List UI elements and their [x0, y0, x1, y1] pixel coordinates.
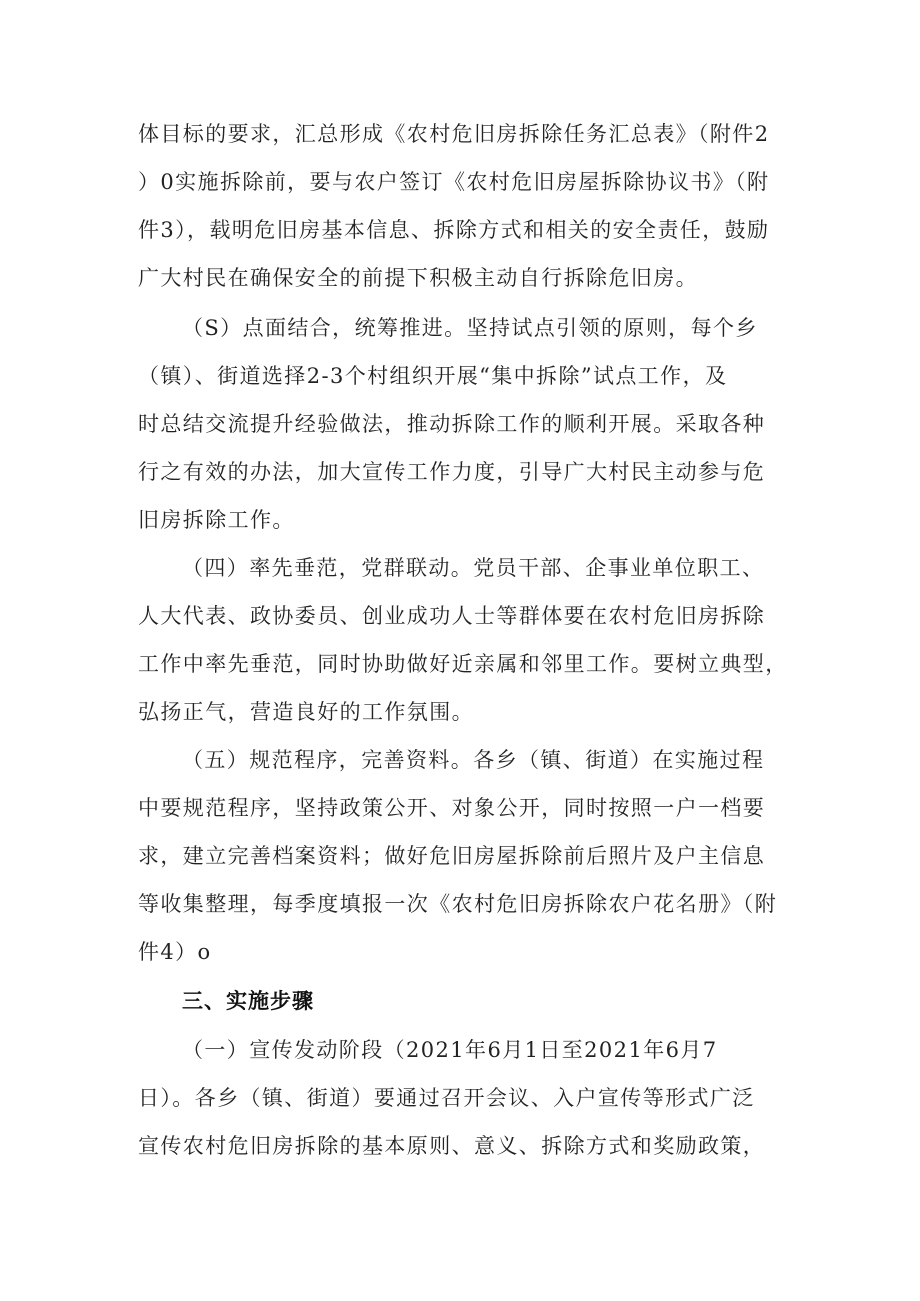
paragraph-3-line-4: 弘扬正气，营造良好的工作氛围。	[138, 700, 474, 724]
paragraph-4-line-4: 等收集整理，每季度填报一次《农村危旧房拆除农户花名册》（附	[138, 892, 778, 916]
paragraph-2-line-4: 行之有效的办法，加大宣传工作力度，引导广大村民主动参与危	[138, 460, 766, 484]
paragraph-2-line-5: 旧房拆除工作。	[138, 508, 295, 532]
paragraph-4-line-5: 件4）o	[138, 940, 212, 964]
paragraph-3-line-2: 人大代表、政协委员、创业成功人士等群体要在农村危旧房拆除	[138, 604, 766, 628]
paragraph-2-line-2: （镇）、街道选择2-3个村组织开展“集中拆除”试点工作，及	[138, 364, 728, 388]
paragraph-3-line-3: 工作中率先垂范，同时协助做好近亲属和邻里工作。要树立典型，	[138, 652, 788, 676]
paragraph-4-line-3: 求，建立完善档案资料；做好危旧房屋拆除前后照片及户主信息	[138, 844, 766, 868]
section-heading: 三、实施步骤	[182, 989, 314, 1013]
paragraph-2-line-1: （S）点面结合，统筹推进。坚持试点引领的原则，每个乡	[182, 316, 758, 340]
paragraph-2-line-3: 时总结交流提升经验做法，推动拆除工作的顺利开展。采取各种	[138, 412, 766, 436]
paragraph-1-line-2: ）0实施拆除前，要与农户签订《农村危旧房屋拆除协议书》（附	[138, 170, 770, 194]
section-paragraph-line-1: （一）宣传发动阶段（2021年6月1日至2021年6月7	[182, 1038, 718, 1062]
paragraph-1-line-1: 体目标的要求，汇总形成《农村危旧房拆除任务汇总表》（附件2	[138, 122, 770, 146]
paragraph-1-line-3: 件3），载明危旧房基本信息、拆除方式和相关的安全责任，鼓励	[138, 218, 770, 242]
section-paragraph-line-2: 日）。各乡（镇、街道）要通过召开会议、入户宣传等形式广泛	[138, 1086, 755, 1110]
paragraph-1-line-4: 广大村民在确保安全的前提下积极主动自行拆除危旧房。	[138, 266, 698, 290]
paragraph-3-line-1: （四）率先垂范，党群联动。党员干部、企事业单位职工、	[182, 556, 765, 580]
section-paragraph-line-3: 宣传农村危旧房拆除的基本原则、意义、拆除方式和奖励政策，	[138, 1134, 766, 1158]
paragraph-4-line-2: 中要规范程序，坚持政策公开、对象公开，同时按照一户一档要	[138, 796, 766, 820]
paragraph-4-line-1: （五）规范程序，完善资料。各乡（镇、街道）在实施过程	[182, 748, 765, 772]
